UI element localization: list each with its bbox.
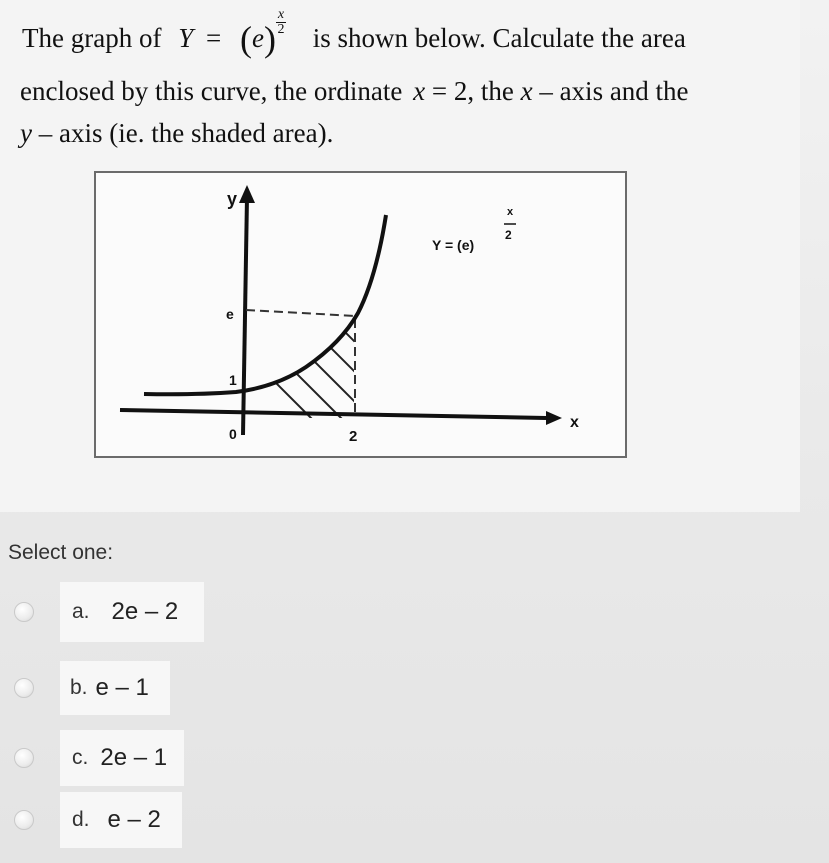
option-b-box[interactable] [60,661,170,715]
option-a[interactable] [0,582,260,642]
y-axis-arrow [239,185,255,203]
option-d[interactable] [0,792,260,852]
option-c-expression: 2e – 1 [100,744,168,771]
curve-label-exp-den: 2 [505,228,512,242]
option-a-box[interactable] [60,582,204,642]
exponent-denominator: 2 [277,22,285,37]
option-b-letter: b. [70,676,88,699]
equation-exponent [276,8,286,36]
label-2: 2 [349,428,358,445]
option-d-box[interactable] [60,792,182,848]
graph-panel [94,171,627,458]
curve-label-exp-num: x [507,206,514,218]
option-c-letter: c. [72,746,89,769]
question-line2-text1: enclosed by this curve, the ordinate [20,76,403,106]
option-a-expression: 2e – 2 [111,598,179,625]
equation-paren-close: ) [263,19,276,59]
option-a-letter: a. [72,600,90,623]
option-d-expression: e – 2 [107,806,161,833]
label-0: 0 [229,426,237,442]
question-line2-text3: – axis and the [539,76,689,106]
option-b-expression: e – 1 [95,674,149,701]
option-c-box[interactable] [60,730,184,786]
y-axis-label: y [227,189,238,209]
question-line3-text: – axis (ie. the shaded area). [38,118,334,148]
radio-c[interactable] [14,748,34,768]
radio-a[interactable] [14,602,34,622]
question-line2-x: x [413,76,426,106]
question-line-1 [22,7,686,59]
question-line3-y: y [20,118,32,148]
x-axis-label: x [570,414,579,431]
option-c[interactable] [0,730,260,790]
select-one-label: Select one: [8,541,114,564]
question-line-3 [20,118,333,149]
x-axis-arrow [546,411,562,425]
radio-d[interactable] [14,810,34,830]
e-dashed-line [246,310,356,316]
exponent-numerator: x [277,7,285,22]
equation-base-e: e [251,23,264,53]
graph-svg [96,173,629,460]
option-d-letter: d. [72,808,90,831]
label-e: e [226,306,234,322]
question-line-2 [20,76,689,107]
question-text-suffix: is shown below. Calculate the area [312,23,686,53]
radio-b[interactable] [14,678,34,698]
y-axis [243,197,247,435]
option-b[interactable] [0,661,260,721]
question-text-prefix: The graph of [22,23,162,53]
equation-paren-open: ( [239,19,252,59]
equation-equals: = [205,23,222,53]
curve-label: Y = (e) [432,237,475,253]
label-1: 1 [229,372,237,388]
question-line2-x2: x [520,76,533,106]
equation-variable-y: Y [178,23,194,53]
question-line2-text2: = 2, the [431,76,514,106]
